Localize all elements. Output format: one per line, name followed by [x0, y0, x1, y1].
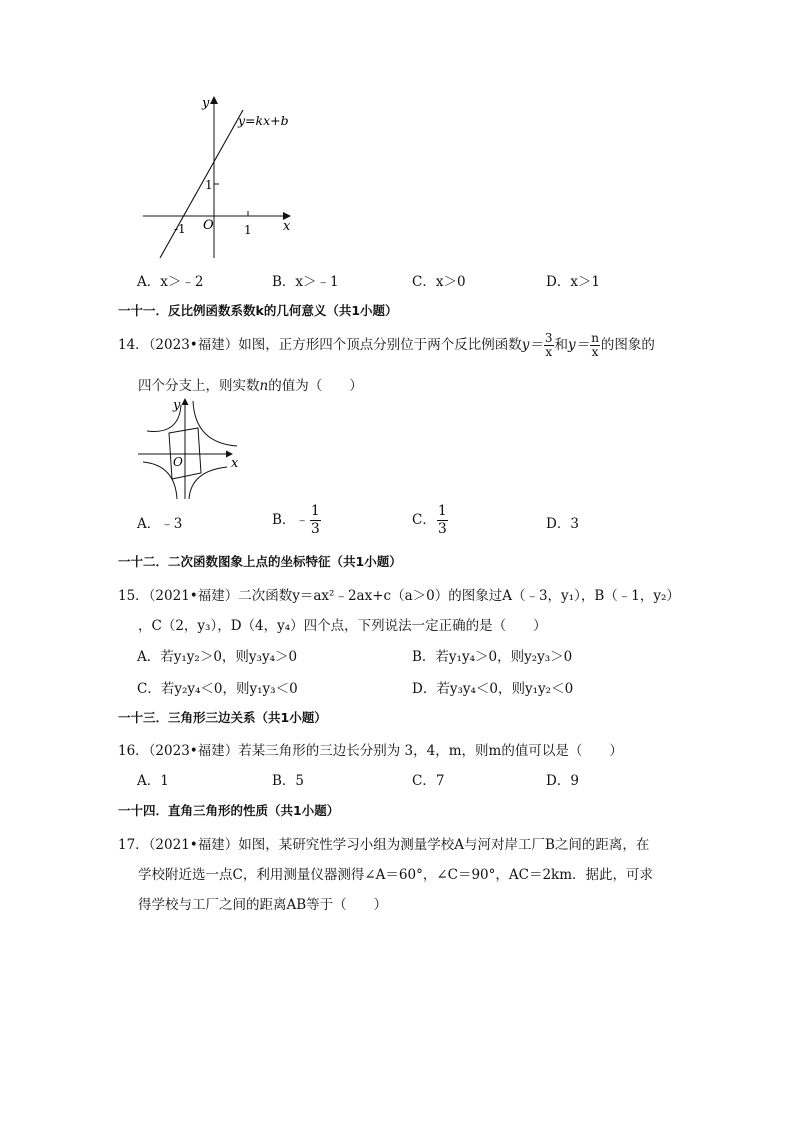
q16-stem: 16．（2023•福建）若某三角形的三边长分别为 3，4，m，则m的值可以是（ ） — [118, 743, 623, 759]
section-heading-11: 一十一．反比例函数系数k的几何意义（共1小题） — [118, 303, 398, 318]
q14-option-c-fraction — [437, 503, 448, 538]
q14-source: （2023•福建）如图，正方形四个顶点分别位于两个反比例函数 — [148, 337, 522, 353]
q14-option-c-num: 1 — [437, 503, 447, 519]
tick-label-x1: 1 — [244, 223, 252, 237]
q17-stem-line3: 得学校与工厂之间的距离AB等于（ ） — [138, 897, 388, 913]
section-heading-12: 一十二．二次函数图象上点的坐标特征（共1小题） — [118, 554, 402, 569]
y-axis-label: y — [173, 398, 181, 413]
q15-stem-line2: ，C（2，y₃），D（4，y₄）四个点，下列说法一定正确的是（ ） — [138, 618, 547, 634]
q14-option-c-den: 3 — [437, 521, 447, 537]
hyperbola-square-graph — [135, 395, 250, 505]
hyperbola-branch-q4 — [189, 467, 227, 499]
q14-option-b[interactable] — [272, 503, 322, 538]
q14-stem-line1 — [118, 332, 655, 359]
q15-stem-line1: 15．（2021•福建）二次函数y＝ax²﹣2ax+c（a＞0）的图象过A（﹣3，y₁），B（﹣1，y₂） — [118, 588, 680, 604]
x-axis-label: x — [283, 219, 291, 234]
q14-line2-b: 的值为（ ） — [268, 378, 363, 394]
q13-option-b[interactable]: B．x＞﹣1 — [272, 274, 339, 290]
q16-option-a[interactable]: A．1 — [137, 773, 169, 789]
q14-f2-den: x — [591, 345, 599, 359]
q15-option-d[interactable]: D．若y₃y₄＜0，则y₁y₂＜0 — [412, 681, 574, 697]
q13-option-a[interactable]: A．x＞﹣2 — [137, 274, 204, 290]
tick-label-neg1: -1 — [174, 222, 186, 236]
section-heading-13: 一十三．三角形三边关系（共1小题） — [118, 710, 327, 725]
q14-option-b-den: 3 — [310, 521, 320, 537]
q14-line2-var: n — [259, 378, 269, 394]
origin-label: O — [203, 218, 214, 233]
function-line — [160, 110, 243, 258]
q16-option-b[interactable]: B．5 — [272, 773, 305, 789]
q14-option-a[interactable]: A．﹣3 — [137, 516, 183, 532]
linear-function-graph — [135, 92, 305, 262]
q16-option-c[interactable]: C．7 — [412, 773, 445, 789]
q14-and: 和 — [554, 337, 569, 353]
y-axis-label: y — [202, 96, 210, 111]
x-axis-label: x — [231, 456, 239, 471]
section-heading-14: 一十四．直角三角形的性质（共1小题） — [118, 803, 340, 818]
q14-f2-lhs: y＝ — [568, 337, 590, 353]
q15-option-a[interactable]: A．若y₁y₂＞0，则y₃y₄＞0 — [137, 649, 298, 665]
q15-option-c[interactable]: C．若y₂y₄＜0，则y₁y₃＜0 — [137, 681, 298, 697]
q15-option-b[interactable]: B．若y₁y₄＞0，则y₂y₃＞0 — [412, 649, 573, 665]
q14-f1-lhs: y＝ — [521, 337, 543, 353]
q14-tail: 的图象的 — [600, 337, 655, 353]
q14-line2-a: 四个分支上，则实数 — [138, 378, 260, 394]
tick-label-y1: 1 — [205, 178, 213, 192]
hyperbola-branch-q1 — [193, 401, 237, 446]
q14-number: 14． — [118, 337, 149, 353]
q17-stem-line2: 学校附近选一点C，利用测量仪器测得∠A＝60°，∠C＝90°，AC＝2km．据此，可求 — [138, 867, 654, 883]
q14-stem-line2 — [138, 374, 363, 394]
line-label: y=kx+b — [238, 113, 289, 128]
q14-option-c[interactable] — [412, 503, 449, 538]
q14-f2-num: n — [591, 331, 599, 345]
q14-option-d[interactable]: D．3 — [546, 516, 579, 532]
q14-option-b-prefix: B．﹣ — [272, 512, 309, 528]
q14-f2-fraction — [590, 332, 600, 359]
q14-f1-den: x — [545, 345, 553, 359]
hyperbola-branch-q3 — [143, 462, 177, 499]
q14-f1-num: 3 — [544, 331, 553, 345]
q14-option-c-prefix: C． — [412, 512, 436, 528]
origin-label: O — [173, 455, 183, 469]
q16-option-d[interactable]: D．9 — [546, 773, 579, 789]
q14-option-b-fraction — [310, 503, 321, 538]
q13-option-c[interactable]: C．x＞0 — [412, 274, 466, 290]
q17-stem-line1: 17．（2021•福建）如图，某研究性学习小组为测量学校A与河对岸工厂B之间的距离，在 — [118, 837, 650, 853]
q14-option-b-num: 1 — [310, 503, 320, 519]
q13-option-d[interactable]: D．x＞1 — [546, 274, 601, 290]
q14-f1-fraction — [544, 332, 554, 359]
